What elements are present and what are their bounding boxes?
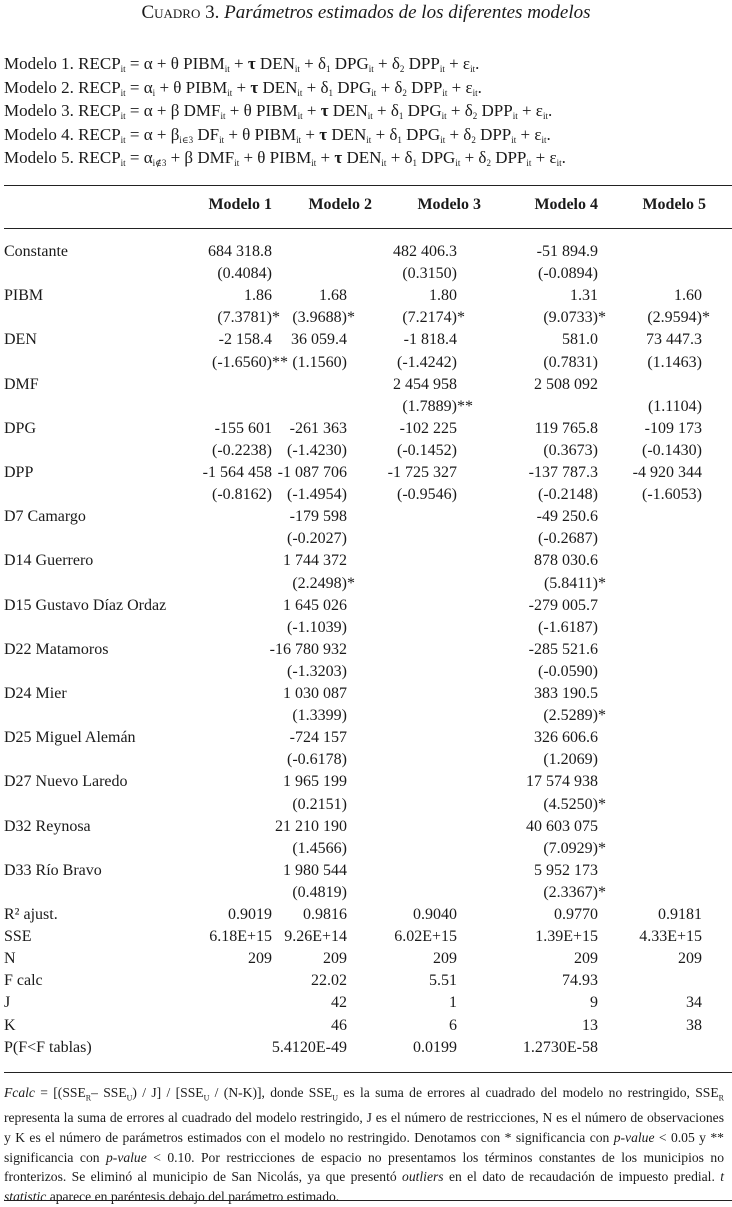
row-label: Constante [4, 243, 68, 260]
table-row [4, 950, 728, 972]
table-cell: (0.2151) [292, 795, 347, 813]
table-cell: 6.02E+15 [394, 928, 457, 946]
table-cell: -1 818.4 [403, 331, 457, 349]
table-cell: 1.60 [674, 287, 702, 305]
model-equation-4: Modelo 4. $RECP_{it} = \alpha + \beta_{i\in 3}$ $DF_{it} + \theta$ $PIBM_{it} + \tau$ $DEN_{it} + \delta_1$ $DPG_{it} + \delta_2$ $DPP_{it} + \varepsilon_{it}$. [4, 124, 551, 145]
table-cell: 0.9019 [228, 906, 272, 923]
table-cell: 42 [331, 994, 347, 1012]
table-row [4, 354, 728, 376]
table-row [4, 685, 728, 707]
table-cell: 17 574 938 [526, 773, 598, 791]
table-footnote: Fcalc = [($SSE_R-$ $SSE_U) / J] / [SSE_U / (N-K)]$, donde $SSE_U$ es la suma de errores al cuadrado del modelo no restringido, $SSE_R$ representa la suma de errores al cuadrado del modelo restringido, J es el número de restricciones, N es el número de observaciones y K es el número de parámetros estimados con el modelo no restringido. Denotamos con * significancia con p-value < 0.05 y ** significancia con p-value < 0.10. Por restricciones de espacio no presentamos los términos constantes de los municipios no fronterizos. Se eliminó al municipio de San Nicolás, ya que presentó outliers en el dato de recaudación de impuesto predial. t statistic aparece en paréntesis debajo del parámetro estimado. [4, 1085, 724, 1204]
table-cell: -155 601 [214, 419, 272, 437]
table-cell: (-0.0590) [538, 662, 598, 680]
table-row [4, 486, 728, 508]
table-cell: (2.5289)* [543, 707, 606, 725]
row-label: D32 Reynosa [4, 817, 91, 835]
table-row [4, 641, 728, 663]
row-label: N [4, 950, 16, 968]
table-cell: (-1.3203) [287, 662, 347, 680]
table-row [4, 707, 728, 729]
table-cell: (-1.4230) [287, 441, 347, 459]
table-cell: 482 406.3 [393, 243, 457, 260]
table-cell: 119 765.8 [534, 419, 598, 437]
row-label: SSE [4, 928, 32, 946]
table-cell: 209 [433, 950, 457, 968]
table-row [4, 530, 728, 552]
table-cell: -16 780 932 [269, 640, 347, 658]
table-cell: 1.31 [570, 287, 598, 305]
table-row [4, 818, 728, 840]
table-cell: 0.9181 [658, 906, 702, 923]
table-cell: 1 645 026 [283, 596, 347, 614]
table-cell: (7.2174)* [402, 309, 465, 327]
table-row [4, 906, 728, 928]
table-cell: (2.2498)* [292, 574, 355, 592]
table-row [4, 884, 728, 906]
row-label: DPG [4, 419, 37, 437]
table-cell: (1.4566) [292, 839, 347, 857]
table-cell: 5.4120E-49 [271, 1038, 347, 1056]
table-row [4, 331, 728, 353]
table-cell: (-0.9546) [397, 486, 457, 504]
table-cell: -285 521.6 [528, 640, 598, 658]
column-header-modelo-4: Modelo 4 [534, 196, 598, 213]
table-cell: -1 087 706 [277, 464, 347, 481]
table-row [4, 309, 728, 331]
table-row [4, 972, 728, 994]
table-cell: 73 447.3 [646, 331, 702, 349]
row-label: D27 Nuevo Laredo [4, 773, 128, 791]
row-label: DEN [4, 331, 37, 349]
table-row [4, 840, 728, 862]
table-cell: (-1.6560)** [212, 353, 288, 371]
table-cell: (2.9594)* [647, 309, 710, 327]
title-text: Parámetros estimados de los diferentes modelos [224, 2, 591, 23]
table-cell: 209 [574, 950, 598, 968]
table-cell: 1 980 544 [283, 861, 347, 879]
table-cell: 0.9816 [303, 906, 347, 923]
table-cell: 1 965 199 [283, 773, 347, 791]
table-row [4, 265, 728, 287]
table-cell: (-1.4242) [397, 353, 457, 371]
row-label: K [4, 1016, 16, 1034]
model-equations [4, 52, 728, 170]
table-cell: (-0.1430) [642, 441, 702, 459]
table-row [4, 994, 728, 1016]
table-cell: 1 030 087 [283, 685, 347, 702]
table-cell: -49 250.6 [536, 508, 598, 526]
table-cell: 1 [449, 994, 457, 1012]
table-cell: (1.3399) [292, 707, 347, 725]
table-cell: 1.86 [244, 287, 272, 305]
table-cell: 21 210 190 [275, 817, 347, 835]
table-row [4, 398, 728, 420]
table-cell: (-0.8162) [212, 486, 272, 504]
table-cell: 1.68 [319, 287, 347, 305]
table-cell: 22.02 [311, 972, 347, 990]
table-cell: 2 508 092 [534, 375, 598, 393]
table-row [4, 508, 728, 530]
table-cell: 46 [331, 1016, 347, 1034]
table-cell: 0.9770 [554, 906, 598, 923]
row-label: DPP [4, 464, 34, 481]
table-cell: 6 [449, 1016, 457, 1034]
table-cell: -1 725 327 [387, 464, 457, 481]
row-label: D24 Mier [4, 685, 67, 702]
table-cell: 581.0 [562, 331, 598, 349]
table-row [4, 773, 728, 795]
row-label: R² ajust. [4, 906, 58, 923]
table-cell: (-0.2687) [538, 530, 598, 548]
table-cell: 6.18E+15 [209, 928, 272, 946]
footnote-top-rule [4, 1072, 732, 1073]
table-cell: 5.51 [429, 972, 457, 990]
table-cell: 684 318.8 [208, 243, 272, 260]
row-label: D25 Miguel Alemán [4, 729, 136, 747]
table-cell: (0.4819) [292, 883, 347, 901]
table-row [4, 796, 728, 818]
table-header-rule [4, 228, 732, 229]
table-cell: (5.8411)* [543, 574, 606, 592]
table-cell: 34 [686, 994, 702, 1012]
table-row [4, 1017, 728, 1039]
table-cell: 1.39E+15 [535, 928, 598, 946]
table-row [4, 729, 728, 751]
table-cell: (1.2069) [543, 751, 598, 769]
column-header-modelo-3: Modelo 3 [417, 196, 481, 213]
column-header-modelo-5: Modelo 5 [642, 196, 706, 213]
table-cell: (1.1560) [292, 353, 347, 371]
table-cell: (-0.0894) [538, 265, 598, 283]
table-cell: (-0.6178) [287, 751, 347, 769]
table-cell: (-1.6187) [538, 618, 598, 636]
row-label: PIBM [4, 287, 44, 305]
table-row [4, 597, 728, 619]
table-row [4, 751, 728, 773]
table-cell: 1 744 372 [283, 552, 347, 570]
table-row [4, 442, 728, 464]
model-equation-1: Modelo 1. $RECP_{it} = \alpha + \theta$ $PIBM_{it} + \tau$ $DEN_{it} + \delta_1$ $DPG_{it} + \delta_2$ $DPP_{it} + \varepsilon_{it}$. [4, 54, 480, 74]
table-row [4, 552, 728, 574]
table-cell: -279 005.7 [528, 596, 598, 614]
table-cell: -137 787.3 [528, 464, 598, 481]
table-row [4, 420, 728, 442]
row-label: P(F<F tablas) [4, 1038, 92, 1056]
column-header-modelo-2: Modelo 2 [308, 196, 372, 213]
row-label: D7 Camargo [4, 508, 86, 526]
table-cell: 36 059.4 [291, 331, 347, 349]
table-cell: (-0.2027) [287, 530, 347, 548]
table-cell: -4 920 344 [632, 464, 702, 481]
table-cell: -2 158.4 [218, 331, 272, 349]
row-label: F calc [4, 972, 43, 990]
table-row [4, 464, 728, 486]
table-cell: (9.0733)* [543, 309, 606, 327]
row-label: D22 Matamoros [4, 640, 109, 658]
row-label: D14 Guerrero [4, 552, 94, 570]
table-cell: -179 598 [289, 508, 347, 526]
row-label: D33 Río Bravo [4, 861, 102, 879]
table-row [4, 663, 728, 685]
table-cell: 209 [248, 950, 272, 968]
table-cell: (-0.2148) [538, 486, 598, 504]
table-title [0, 2, 732, 24]
table-cell: 326 606.6 [534, 729, 598, 747]
model-equation-5: Modelo 5. $RECP_{it} = \alpha_{i\notin 3} + \beta$ $DMF_{it} + \theta$ $PIBM_{it} + \tau$ $DEN_{it} + \delta_1$ $DPG_{it} + \delta_2$ $DPP_{it} + \varepsilon_{it}$. [4, 148, 566, 168]
table-cell: 1.80 [429, 287, 457, 305]
table-cell: 209 [323, 950, 347, 968]
table-row [4, 619, 728, 641]
table-cell: -261 363 [289, 419, 347, 437]
column-header-modelo-1: Modelo 1 [208, 196, 272, 213]
table-row [4, 243, 728, 265]
table-cell: 40 603 075 [526, 817, 598, 835]
table-cell: -109 173 [644, 419, 702, 437]
table-row [4, 928, 728, 950]
table-cell: (-1.1039) [287, 618, 347, 636]
table-cell: (7.0929)* [543, 839, 606, 857]
table-cell: 0.0199 [413, 1038, 457, 1056]
table-cell: (0.3673) [543, 441, 598, 459]
table-row [4, 575, 728, 597]
title-prefix: Cuadro 3. [141, 2, 220, 23]
table-row [4, 287, 728, 309]
table-cell: 74.93 [562, 972, 598, 990]
table-cell: 5 952 173 [534, 861, 598, 879]
table-cell: -51 894.9 [536, 243, 598, 260]
table-cell: 0.9040 [413, 906, 457, 923]
table-cell: (-0.1452) [397, 441, 457, 459]
table-cell: (1.1463) [647, 353, 702, 371]
table-row [4, 862, 728, 884]
table-cell: 383 190.5 [534, 685, 598, 702]
table-cell: (0.3150) [402, 265, 457, 283]
footnote-bottom-rule [4, 1200, 732, 1201]
table-cell: (0.4084) [217, 265, 272, 283]
table-cell: (-0.2238) [212, 441, 272, 459]
table-cell: 4.33E+15 [639, 928, 702, 946]
table-cell: -724 157 [289, 729, 347, 747]
table-top-rule [4, 185, 732, 186]
table-cell: (-1.4954) [287, 486, 347, 504]
table-cell: 9.26E+14 [284, 928, 347, 946]
row-label: J [4, 994, 11, 1012]
row-label: D15 Gustavo Díaz Ordaz [4, 596, 167, 614]
table-cell: (1.1104) [647, 397, 702, 415]
model-equation-3: Modelo 3. $RECP_{it} = \alpha + \beta$ $DMF_{it} + \theta$ $PIBM_{it} + \tau$ $DEN_{it} + \delta_1$ $DPG_{it} + \delta_2$ $DPP_{it} + \varepsilon_{it}$. [4, 101, 553, 121]
table-cell: -1 564 458 [202, 464, 272, 481]
table-cell: 13 [582, 1016, 598, 1034]
table-row [4, 376, 728, 398]
table-cell: 209 [678, 950, 702, 968]
row-label: DMF [4, 375, 39, 393]
table-row [4, 1039, 728, 1061]
table-cell: 1.2730E-58 [522, 1038, 598, 1056]
table-cell: 38 [686, 1016, 702, 1034]
table-cell: -102 225 [399, 419, 457, 437]
table-cell: (1.7889)** [402, 397, 473, 415]
table-cell: (3.9688)* [292, 309, 355, 327]
table-cell: (2.3367)* [543, 883, 606, 901]
table-cell: (-1.6053) [642, 486, 702, 504]
table-cell: 9 [590, 994, 598, 1012]
table-cell: (0.7831) [543, 353, 598, 371]
table-cell: (7.3781)* [217, 309, 280, 327]
table-cell: (4.5250)* [543, 795, 606, 813]
table-cell: 2 454 958 [393, 375, 457, 393]
model-equation-2: Modelo 2. $RECP_{it} = \alpha_i + \theta$ $PIBM_{it} + \tau$ $DEN_{it} + \delta_1$ $DPG_{it} + \delta_2$ $DPP_{it} + \varepsilon_{it}$. [4, 77, 482, 98]
table-cell: 878 030.6 [534, 552, 598, 570]
